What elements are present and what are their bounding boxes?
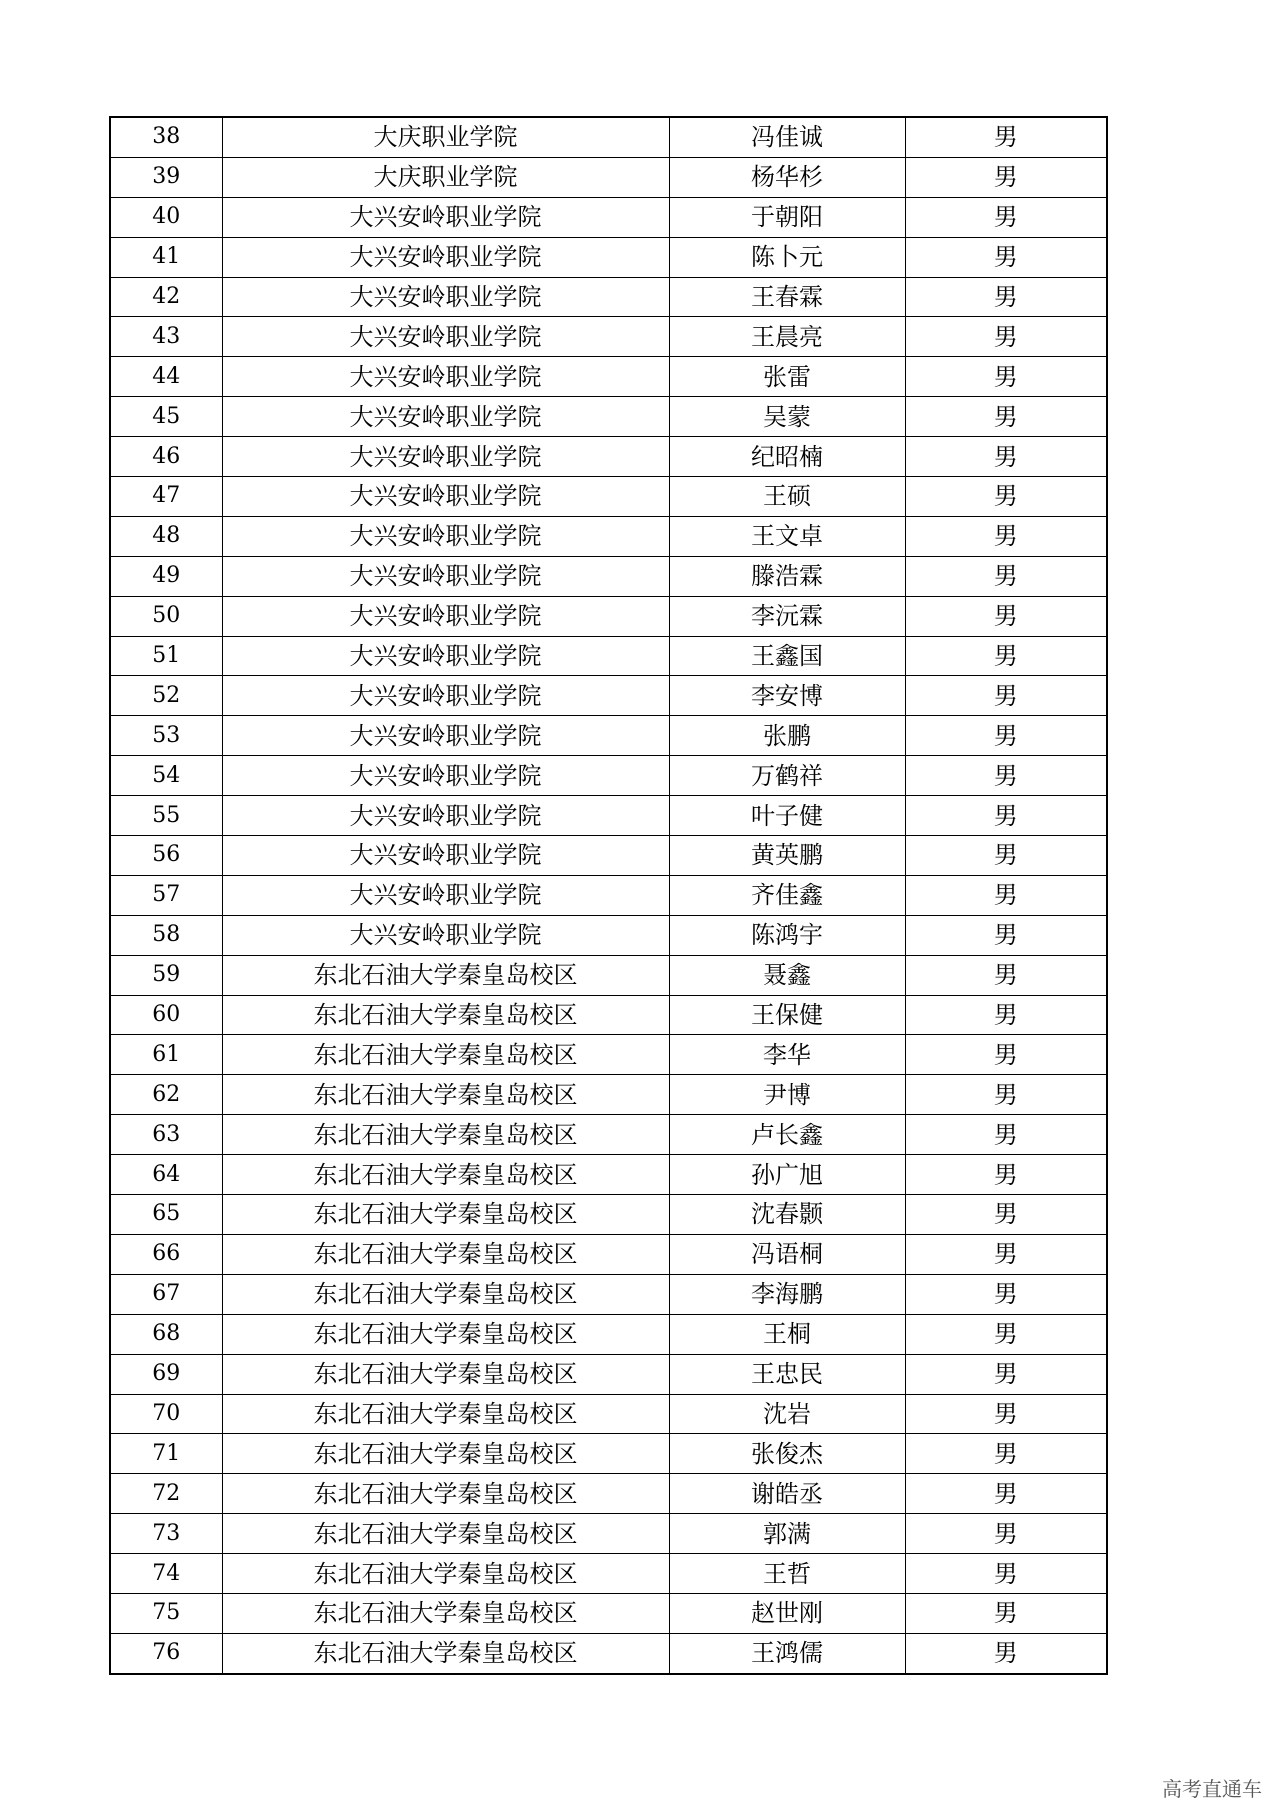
row-number-cell: 45 bbox=[110, 397, 222, 437]
student-name-cell: 王桐 bbox=[669, 1314, 905, 1354]
table-row bbox=[110, 756, 1107, 796]
student-name-cell: 李沅霖 bbox=[669, 596, 905, 636]
school-cell: 东北石油大学秦皇岛校区 bbox=[222, 1274, 669, 1314]
school-cell: 东北石油大学秦皇岛校区 bbox=[222, 1554, 669, 1594]
school-cell: 东北石油大学秦皇岛校区 bbox=[222, 1314, 669, 1354]
row-number-cell: 39 bbox=[110, 157, 222, 197]
school-cell: 大兴安岭职业学院 bbox=[222, 437, 669, 477]
student-name-cell: 王鑫国 bbox=[669, 636, 905, 676]
student-name-cell: 李华 bbox=[669, 1035, 905, 1075]
student-name-cell: 卢长鑫 bbox=[669, 1115, 905, 1155]
school-cell: 大兴安岭职业学院 bbox=[222, 516, 669, 556]
gender-cell: 男 bbox=[905, 676, 1107, 716]
student-name-cell: 冯佳诚 bbox=[669, 117, 905, 157]
row-number-cell: 72 bbox=[110, 1474, 222, 1514]
gender-cell: 男 bbox=[905, 1314, 1107, 1354]
school-cell: 大庆职业学院 bbox=[222, 117, 669, 157]
row-number-cell: 56 bbox=[110, 836, 222, 876]
row-number-cell: 43 bbox=[110, 317, 222, 357]
table-row bbox=[110, 716, 1107, 756]
school-cell: 大兴安岭职业学院 bbox=[222, 796, 669, 836]
school-cell: 东北石油大学秦皇岛校区 bbox=[222, 1035, 669, 1075]
student-name-cell: 王鸿儒 bbox=[669, 1633, 905, 1673]
student-name-cell: 谢皓丞 bbox=[669, 1474, 905, 1514]
school-cell: 东北石油大学秦皇岛校区 bbox=[222, 1075, 669, 1115]
gender-cell: 男 bbox=[905, 915, 1107, 955]
row-number-cell: 49 bbox=[110, 556, 222, 596]
roster-table bbox=[109, 116, 1108, 1675]
school-cell: 大兴安岭职业学院 bbox=[222, 317, 669, 357]
gender-cell: 男 bbox=[905, 596, 1107, 636]
gender-cell: 男 bbox=[905, 1434, 1107, 1474]
school-cell: 大兴安岭职业学院 bbox=[222, 676, 669, 716]
student-name-cell: 王晨亮 bbox=[669, 317, 905, 357]
school-cell: 大兴安岭职业学院 bbox=[222, 636, 669, 676]
gender-cell: 男 bbox=[905, 317, 1107, 357]
student-name-cell: 张鹏 bbox=[669, 716, 905, 756]
row-number-cell: 63 bbox=[110, 1115, 222, 1155]
table-row bbox=[110, 915, 1107, 955]
row-number-cell: 60 bbox=[110, 995, 222, 1035]
gender-cell: 男 bbox=[905, 1234, 1107, 1274]
table-row bbox=[110, 1514, 1107, 1554]
row-number-cell: 40 bbox=[110, 197, 222, 237]
row-number-cell: 53 bbox=[110, 716, 222, 756]
school-cell: 大兴安岭职业学院 bbox=[222, 915, 669, 955]
school-cell: 大兴安岭职业学院 bbox=[222, 875, 669, 915]
table-row bbox=[110, 1234, 1107, 1274]
table-row bbox=[110, 1195, 1107, 1235]
school-cell: 东北石油大学秦皇岛校区 bbox=[222, 1593, 669, 1633]
table-row bbox=[110, 1075, 1107, 1115]
gender-cell: 男 bbox=[905, 1354, 1107, 1394]
school-cell: 东北石油大学秦皇岛校区 bbox=[222, 1394, 669, 1434]
student-name-cell: 黄英鹏 bbox=[669, 836, 905, 876]
row-number-cell: 41 bbox=[110, 237, 222, 277]
gender-cell: 男 bbox=[905, 995, 1107, 1035]
school-cell: 东北石油大学秦皇岛校区 bbox=[222, 1434, 669, 1474]
row-number-cell: 59 bbox=[110, 955, 222, 995]
table-row bbox=[110, 397, 1107, 437]
gender-cell: 男 bbox=[905, 477, 1107, 517]
student-name-cell: 冯语桐 bbox=[669, 1234, 905, 1274]
gender-cell: 男 bbox=[905, 1554, 1107, 1594]
student-name-cell: 纪昭楠 bbox=[669, 437, 905, 477]
table-row bbox=[110, 197, 1107, 237]
gender-cell: 男 bbox=[905, 636, 1107, 676]
student-name-cell: 李海鹏 bbox=[669, 1274, 905, 1314]
row-number-cell: 66 bbox=[110, 1234, 222, 1274]
gender-cell: 男 bbox=[905, 556, 1107, 596]
table-row bbox=[110, 1035, 1107, 1075]
table-row bbox=[110, 477, 1107, 517]
gender-cell: 男 bbox=[905, 1514, 1107, 1554]
student-name-cell: 齐佳鑫 bbox=[669, 875, 905, 915]
student-name-cell: 王文卓 bbox=[669, 516, 905, 556]
student-name-cell: 陈鸿宇 bbox=[669, 915, 905, 955]
student-name-cell: 沈春颢 bbox=[669, 1195, 905, 1235]
row-number-cell: 58 bbox=[110, 915, 222, 955]
table-row bbox=[110, 556, 1107, 596]
row-number-cell: 65 bbox=[110, 1195, 222, 1235]
row-number-cell: 48 bbox=[110, 516, 222, 556]
gender-cell: 男 bbox=[905, 756, 1107, 796]
school-cell: 大兴安岭职业学院 bbox=[222, 836, 669, 876]
row-number-cell: 57 bbox=[110, 875, 222, 915]
row-number-cell: 74 bbox=[110, 1554, 222, 1594]
row-number-cell: 75 bbox=[110, 1593, 222, 1633]
gender-cell: 男 bbox=[905, 1035, 1107, 1075]
school-cell: 东北石油大学秦皇岛校区 bbox=[222, 1155, 669, 1195]
row-number-cell: 55 bbox=[110, 796, 222, 836]
gender-cell: 男 bbox=[905, 1593, 1107, 1633]
student-name-cell: 王忠民 bbox=[669, 1354, 905, 1394]
school-cell: 大兴安岭职业学院 bbox=[222, 357, 669, 397]
student-name-cell: 李安博 bbox=[669, 676, 905, 716]
table-row bbox=[110, 1593, 1107, 1633]
school-cell: 大兴安岭职业学院 bbox=[222, 197, 669, 237]
table-row bbox=[110, 1633, 1107, 1673]
school-cell: 东北石油大学秦皇岛校区 bbox=[222, 1195, 669, 1235]
table-row bbox=[110, 516, 1107, 556]
table-row bbox=[110, 1394, 1107, 1434]
school-cell: 东北石油大学秦皇岛校区 bbox=[222, 995, 669, 1035]
table-row bbox=[110, 1554, 1107, 1594]
student-name-cell: 张俊杰 bbox=[669, 1434, 905, 1474]
gender-cell: 男 bbox=[905, 117, 1107, 157]
table-row bbox=[110, 796, 1107, 836]
table-row bbox=[110, 636, 1107, 676]
student-name-cell: 杨华杉 bbox=[669, 157, 905, 197]
school-cell: 东北石油大学秦皇岛校区 bbox=[222, 1474, 669, 1514]
gender-cell: 男 bbox=[905, 437, 1107, 477]
student-name-cell: 吴蒙 bbox=[669, 397, 905, 437]
table-row bbox=[110, 995, 1107, 1035]
school-cell: 大兴安岭职业学院 bbox=[222, 277, 669, 317]
school-cell: 大兴安岭职业学院 bbox=[222, 477, 669, 517]
student-name-cell: 孙广旭 bbox=[669, 1155, 905, 1195]
student-name-cell: 叶子健 bbox=[669, 796, 905, 836]
row-number-cell: 47 bbox=[110, 477, 222, 517]
student-name-cell: 赵世刚 bbox=[669, 1593, 905, 1633]
school-cell: 东北石油大学秦皇岛校区 bbox=[222, 1354, 669, 1394]
gender-cell: 男 bbox=[905, 716, 1107, 756]
row-number-cell: 42 bbox=[110, 277, 222, 317]
gender-cell: 男 bbox=[905, 836, 1107, 876]
table-row bbox=[110, 836, 1107, 876]
table-row bbox=[110, 277, 1107, 317]
gender-cell: 男 bbox=[905, 357, 1107, 397]
gender-cell: 男 bbox=[905, 1394, 1107, 1434]
gender-cell: 男 bbox=[905, 1474, 1107, 1514]
gender-cell: 男 bbox=[905, 157, 1107, 197]
table-row bbox=[110, 1115, 1107, 1155]
student-name-cell: 聂鑫 bbox=[669, 955, 905, 995]
gender-cell: 男 bbox=[905, 197, 1107, 237]
school-cell: 大兴安岭职业学院 bbox=[222, 556, 669, 596]
student-name-cell: 郭满 bbox=[669, 1514, 905, 1554]
student-name-cell: 张雷 bbox=[669, 357, 905, 397]
gender-cell: 男 bbox=[905, 955, 1107, 995]
roster-body bbox=[110, 117, 1107, 1674]
gender-cell: 男 bbox=[905, 1633, 1107, 1673]
table-row bbox=[110, 676, 1107, 716]
row-number-cell: 70 bbox=[110, 1394, 222, 1434]
school-cell: 东北石油大学秦皇岛校区 bbox=[222, 1633, 669, 1673]
row-number-cell: 52 bbox=[110, 676, 222, 716]
row-number-cell: 61 bbox=[110, 1035, 222, 1075]
student-name-cell: 滕浩霖 bbox=[669, 556, 905, 596]
row-number-cell: 46 bbox=[110, 437, 222, 477]
student-name-cell: 王硕 bbox=[669, 477, 905, 517]
table-row bbox=[110, 437, 1107, 477]
table-row bbox=[110, 596, 1107, 636]
table-row bbox=[110, 1434, 1107, 1474]
school-cell: 大兴安岭职业学院 bbox=[222, 716, 669, 756]
watermark: 高考直通车 bbox=[1162, 1777, 1262, 1801]
school-cell: 大兴安岭职业学院 bbox=[222, 596, 669, 636]
school-cell: 大兴安岭职业学院 bbox=[222, 756, 669, 796]
school-cell: 大庆职业学院 bbox=[222, 157, 669, 197]
table-row bbox=[110, 1474, 1107, 1514]
gender-cell: 男 bbox=[905, 1155, 1107, 1195]
school-cell: 东北石油大学秦皇岛校区 bbox=[222, 955, 669, 995]
gender-cell: 男 bbox=[905, 1115, 1107, 1155]
table-row bbox=[110, 117, 1107, 157]
school-cell: 东北石油大学秦皇岛校区 bbox=[222, 1234, 669, 1274]
row-number-cell: 38 bbox=[110, 117, 222, 157]
row-number-cell: 50 bbox=[110, 596, 222, 636]
student-name-cell: 尹博 bbox=[669, 1075, 905, 1115]
table-row bbox=[110, 1155, 1107, 1195]
table-row bbox=[110, 875, 1107, 915]
gender-cell: 男 bbox=[905, 237, 1107, 277]
gender-cell: 男 bbox=[905, 875, 1107, 915]
student-name-cell: 万鹤祥 bbox=[669, 756, 905, 796]
school-cell: 东北石油大学秦皇岛校区 bbox=[222, 1115, 669, 1155]
gender-cell: 男 bbox=[905, 277, 1107, 317]
table-row bbox=[110, 1354, 1107, 1394]
gender-cell: 男 bbox=[905, 1075, 1107, 1115]
row-number-cell: 54 bbox=[110, 756, 222, 796]
row-number-cell: 73 bbox=[110, 1514, 222, 1554]
table-row bbox=[110, 1274, 1107, 1314]
row-number-cell: 68 bbox=[110, 1314, 222, 1354]
student-name-cell: 王哲 bbox=[669, 1554, 905, 1594]
row-number-cell: 51 bbox=[110, 636, 222, 676]
student-name-cell: 王春霖 bbox=[669, 277, 905, 317]
student-name-cell: 于朝阳 bbox=[669, 197, 905, 237]
student-name-cell: 沈岩 bbox=[669, 1394, 905, 1434]
school-cell: 东北石油大学秦皇岛校区 bbox=[222, 1514, 669, 1554]
row-number-cell: 64 bbox=[110, 1155, 222, 1195]
gender-cell: 男 bbox=[905, 796, 1107, 836]
row-number-cell: 67 bbox=[110, 1274, 222, 1314]
table-row bbox=[110, 1314, 1107, 1354]
table-row bbox=[110, 157, 1107, 197]
row-number-cell: 69 bbox=[110, 1354, 222, 1394]
table-row bbox=[110, 237, 1107, 277]
row-number-cell: 44 bbox=[110, 357, 222, 397]
row-number-cell: 62 bbox=[110, 1075, 222, 1115]
school-cell: 大兴安岭职业学院 bbox=[222, 237, 669, 277]
table-row bbox=[110, 955, 1107, 995]
gender-cell: 男 bbox=[905, 397, 1107, 437]
table-row bbox=[110, 317, 1107, 357]
table-row bbox=[110, 357, 1107, 397]
gender-cell: 男 bbox=[905, 1274, 1107, 1314]
row-number-cell: 76 bbox=[110, 1633, 222, 1673]
gender-cell: 男 bbox=[905, 516, 1107, 556]
row-number-cell: 71 bbox=[110, 1434, 222, 1474]
school-cell: 大兴安岭职业学院 bbox=[222, 397, 669, 437]
student-name-cell: 陈卜元 bbox=[669, 237, 905, 277]
student-name-cell: 王保健 bbox=[669, 995, 905, 1035]
gender-cell: 男 bbox=[905, 1195, 1107, 1235]
